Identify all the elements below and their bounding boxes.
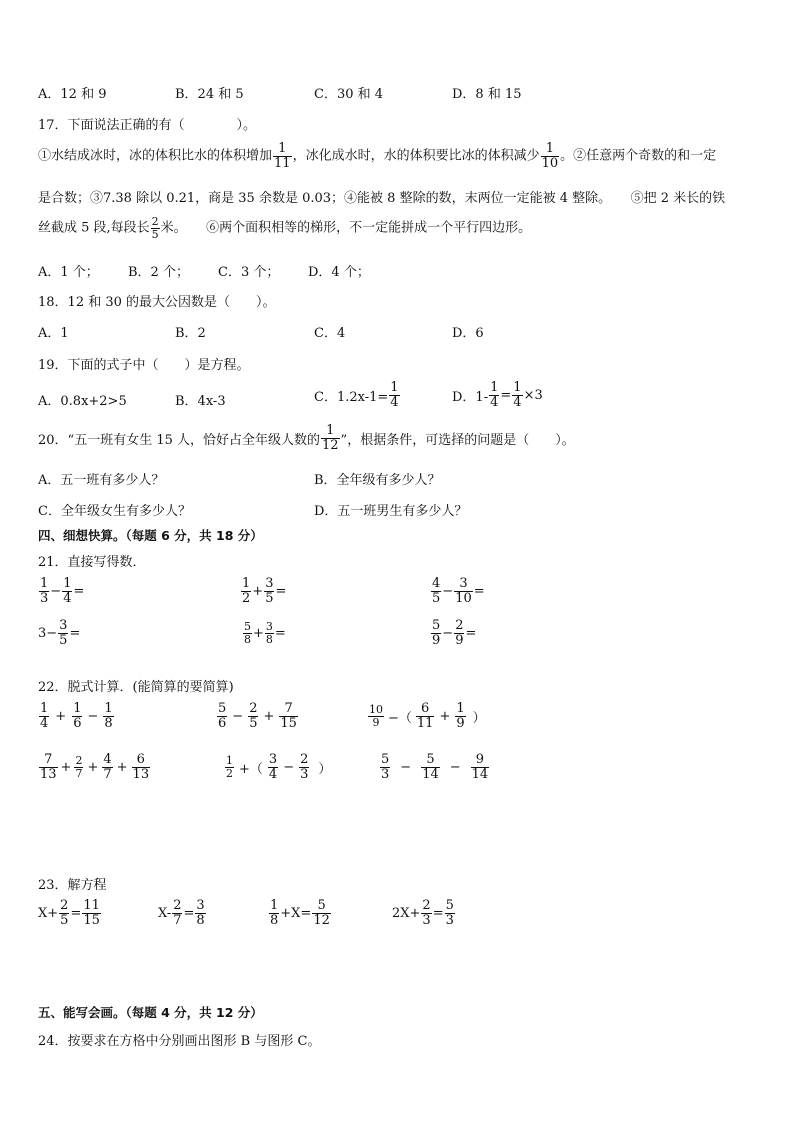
q23-equation-3: $\frac{1}{8}$ +X= $\frac{5}{12}$: [270, 898, 330, 928]
section-5-heading: 五、能写会画。（每题 4 分，共 12 分）: [38, 1005, 263, 1020]
fraction: $\frac{1}{2}$: [226, 754, 233, 780]
q22-title: 22．脱式计算．(能简算的要简算): [38, 680, 234, 695]
fraction: $\frac{2}{3}$: [422, 898, 431, 928]
fraction: $\frac{5}{6}$: [218, 701, 227, 731]
fraction: $\frac{3}{5}$: [265, 576, 274, 606]
q21-expression-5: $\frac{5}{8}$ + $\frac{3}{8}$ =: [244, 620, 286, 646]
q21-expression-2: $\frac{1}{2}$ + $\frac{3}{5}$ =: [242, 576, 287, 606]
fraction: $\frac{2}{5}$: [60, 898, 69, 928]
fraction: $\frac{1}{4}$: [513, 380, 522, 410]
fraction: $\frac{10}{9}$: [369, 703, 383, 729]
fraction: $\frac{7}{13}$: [40, 752, 57, 782]
fraction: $\frac{2}{7}$: [173, 898, 182, 928]
q18-option-c: C．4: [314, 326, 346, 341]
fraction: $\frac{2}{7}$: [75, 754, 83, 780]
fraction: $\frac{1}{6}$: [73, 701, 82, 731]
fraction: $\frac{6}{13}$: [132, 752, 150, 782]
fraction: $\frac{1}{8}$: [104, 701, 113, 731]
q22-expression-5: $\frac{1}{2}$ +（ $\frac{3}{4}$ − $\frac{2}{3}$ ）: [226, 752, 332, 782]
fraction: $\frac{1}{12}$: [322, 423, 339, 453]
fraction: $\frac{1}{2}$: [242, 576, 251, 606]
q17-statement-line3: 丝截成 5 段,每段长 $\frac{2}{5}$ 米。 ⑥两个面积相等的梯形，不一定能拼成一个平行四边形。: [38, 215, 532, 241]
q23-equation-4: 2X+ $\frac{2}{3}$ = $\frac{5}{3}$: [392, 898, 454, 928]
q23-title: 23．解方程: [38, 878, 107, 893]
q22-expression-3: $\frac{10}{9}$ −（ $\frac{6}{11}$ + $\frac{1}{9}$ ）: [369, 701, 486, 731]
q24-title: 24．按要求在方格中分别画出图形 B 与图形 C。: [38, 1034, 321, 1049]
q17-option-b: B．2 个；: [128, 265, 189, 280]
q22-expression-2: $\frac{5}{6}$ − $\frac{2}{5}$ + $\frac{7}{15}$: [218, 701, 297, 731]
fraction: $\frac{1}{10}$: [541, 141, 559, 171]
q21-expression-3: $\frac{4}{5}$ − $\frac{3}{10}$ =: [432, 576, 485, 606]
q21-expression-4: 3− $\frac{3}{5}$ =: [38, 618, 81, 648]
q21-expression-1: $\frac{1}{3}$ − $\frac{1}{4}$ =: [40, 576, 85, 606]
q23-equation-1: X+ $\frac{2}{5}$ = $\frac{11}{15}$: [38, 898, 100, 928]
fraction: $\frac{3}{5}$: [59, 618, 68, 648]
q18-option-a: A．1: [38, 326, 69, 341]
fraction: $\frac{4}{7}$: [103, 752, 112, 782]
fraction: $\frac{1}{4}$: [490, 380, 499, 410]
q19-title: 19．下面的式子中（ ）是方程。: [38, 358, 250, 373]
fraction: $\frac{3}{8}$: [265, 620, 273, 646]
fraction: $\frac{11}{15}$: [83, 898, 100, 928]
fraction: $\frac{1}{4}$: [40, 701, 49, 731]
fraction: $\frac{4}{5}$: [432, 576, 441, 606]
fraction: $\frac{3}{8}$: [196, 898, 205, 928]
fraction: $\frac{7}{15}$: [280, 701, 297, 731]
q16-option-d: D．8 和 15: [452, 87, 522, 102]
fraction: $\frac{1}{3}$: [40, 576, 49, 606]
q17-title: 17．下面说法正确的有（ ）。: [38, 118, 257, 133]
fraction: $\frac{1}{4}$: [390, 380, 399, 410]
q22-expression-6: $\frac{5}{3}$ − $\frac{5}{14}$ − $\frac{9}{14}$: [381, 752, 489, 782]
q19-option-c: C．1.2x-1= $\frac{1}{4}$: [314, 380, 399, 410]
q16-option-b: B．24 和 5: [175, 87, 244, 102]
section-4-heading: 四、细想快算。（每题 6 分，共 18 分）: [38, 528, 263, 543]
fraction: $\frac{5}{3}$: [381, 752, 390, 782]
fraction: $\frac{2}{9}$: [455, 618, 464, 648]
q20-option-d: D．五一班男生有多少人？: [314, 504, 468, 519]
fraction: $\frac{1}{8}$: [270, 898, 279, 928]
q18-option-b: B．2: [175, 326, 206, 341]
fraction: $\frac{2}{5}$: [249, 701, 258, 731]
q22-expression-1: $\frac{1}{4}$ + $\frac{1}{6}$ − $\frac{1}{8}$: [40, 701, 113, 731]
q17-statement-line1: ①水结成冰时，冰的体积比水的体积增加 $\frac{1}{11}$ ，冰化成水时，水的体积要比冰的体积减少 $\frac{1}{10}$ 。②任意两个奇数的和一定: [38, 141, 717, 171]
fraction: $\frac{1}{11}$: [274, 141, 291, 171]
fraction: $\frac{3}{10}$: [455, 576, 472, 606]
q19-option-b: B．4x-3: [175, 394, 226, 409]
fraction: $\frac{3}{4}$: [268, 752, 278, 782]
q17-statement-line2: 是合数；③7.38 除以 0.21，商是 35 余数是 0.03；④能被 8 整除的数，末两位一定能被 4 整除。 ⑤把 2 米长的铁: [38, 191, 726, 206]
fraction: $\frac{1}{9}$: [456, 701, 465, 731]
q19-option-d: D．1- $\frac{1}{4}$ = $\frac{1}{4}$ ×3: [452, 380, 543, 410]
q16-option-a: A．12 和 9: [38, 87, 107, 102]
fraction: $\frac{2}{3}$: [300, 752, 309, 782]
q21-expression-6: $\frac{5}{9}$ − $\frac{2}{9}$ =: [432, 618, 477, 648]
fraction: $\frac{2}{5}$: [151, 215, 159, 241]
q20-option-c: C．全年级女生有多少人？: [38, 504, 191, 519]
fraction: $\frac{5}{14}$: [422, 752, 439, 782]
fraction: $\frac{5}{9}$: [432, 618, 441, 648]
q17-option-d: D．4 个；: [308, 265, 370, 280]
fraction: $\frac{5}{3}$: [445, 898, 454, 928]
q20-title: 20．“五一班有女生 15 人，恰好占全年级人数的 $\frac{1}{12}$ ”，根据条件，可选择的问题是（ ）。: [38, 423, 575, 453]
fraction: $\frac{6}{11}$: [416, 701, 434, 731]
q20-option-b: B．全年级有多少人？: [314, 473, 441, 488]
q22-expression-4: $\frac{7}{13}$ + $\frac{2}{7}$ + $\frac{4}{7}$ + $\frac{6}{13}$: [40, 752, 150, 782]
q23-equation-2: X- $\frac{2}{7}$ = $\frac{3}{8}$: [158, 898, 205, 928]
fraction: $\frac{5}{12}$: [313, 898, 330, 928]
q18-title: 18．12 和 30 的最大公因数是（ ）。: [38, 295, 276, 310]
q18-option-d: D．6: [452, 326, 484, 341]
fraction: $\frac{5}{8}$: [244, 620, 251, 646]
fraction: $\frac{9}{14}$: [471, 752, 489, 782]
fraction: $\frac{1}{4}$: [63, 576, 72, 606]
q16-option-c: C．30 和 4: [314, 87, 384, 102]
q20-option-a: A．五一班有多少人？: [38, 473, 165, 488]
q17-option-a: A．1 个；: [38, 265, 99, 280]
q17-option-c: C．3 个；: [218, 265, 280, 280]
q19-option-a: A．0.8x+2>5: [38, 394, 127, 409]
q21-title: 21．直接写得数．: [38, 555, 146, 570]
